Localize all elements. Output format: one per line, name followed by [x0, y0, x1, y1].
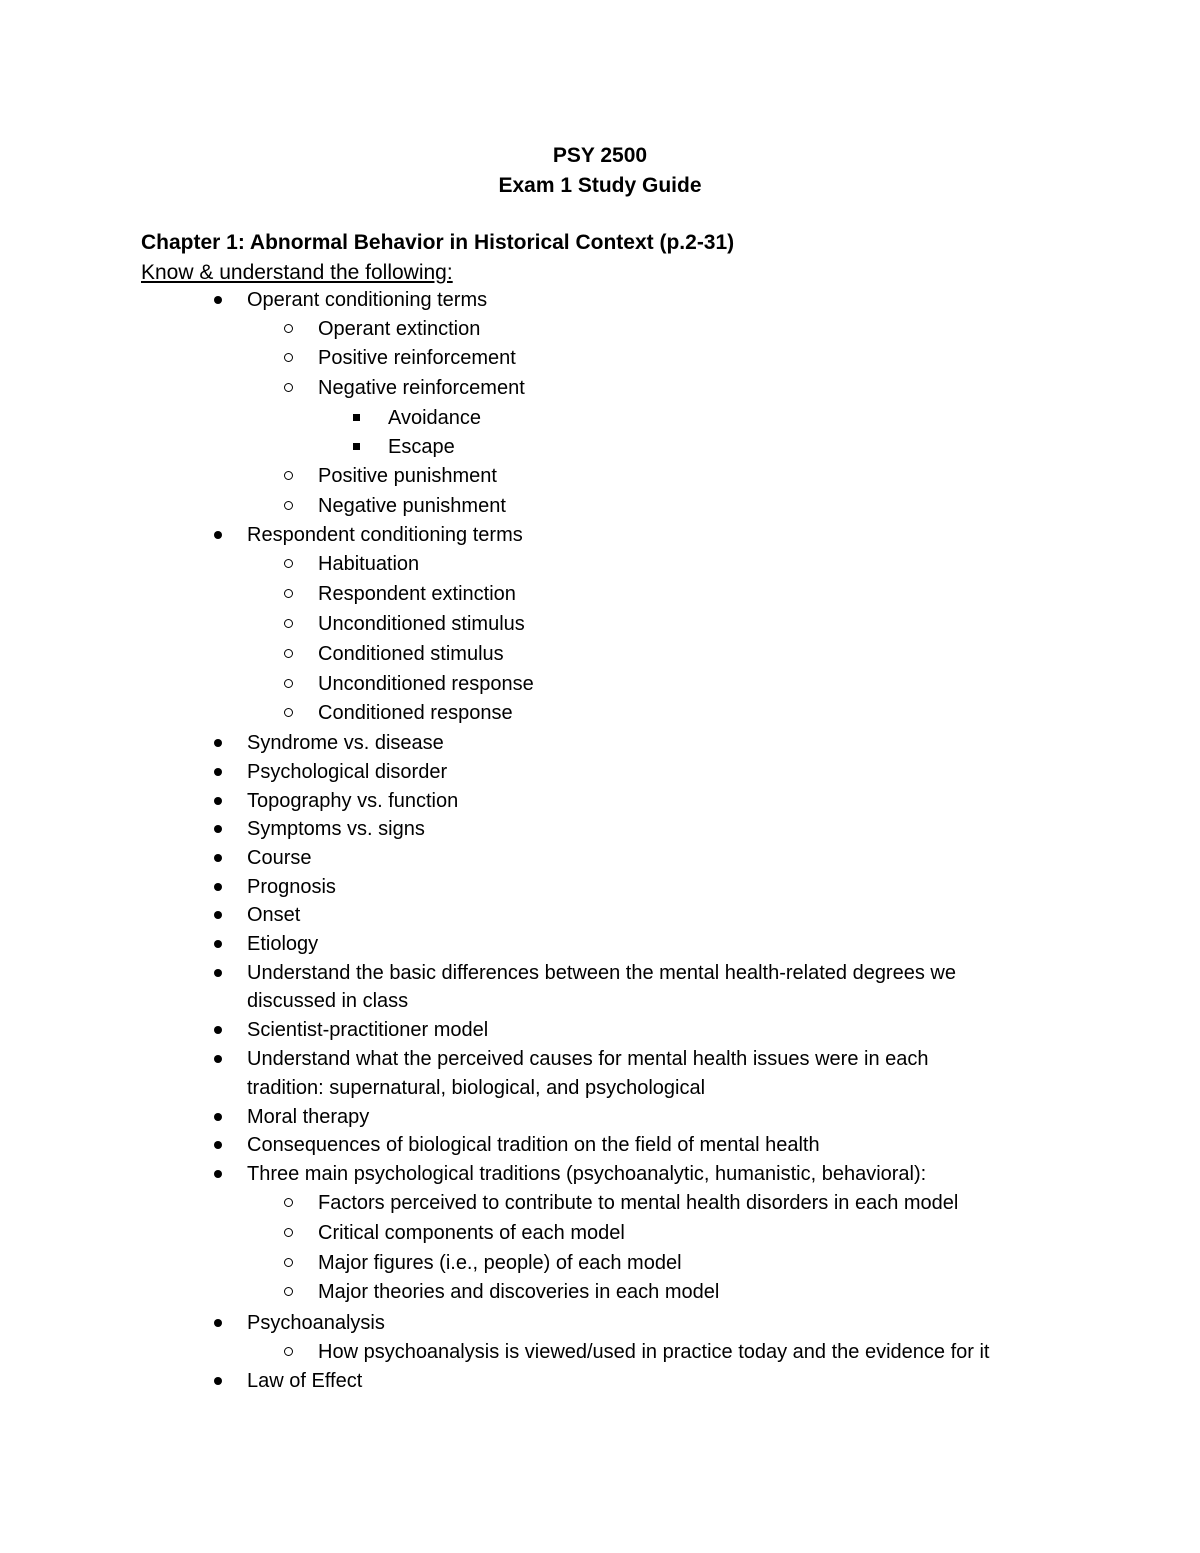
list-item	[388, 433, 455, 461]
list-item	[318, 550, 419, 578]
list-item-text: Factors perceived to contribute to mental health disorders in each model	[318, 1192, 959, 1214]
bullet-circle-icon	[284, 324, 293, 333]
list-item-text: Onset	[247, 904, 301, 926]
list-item	[318, 1189, 958, 1217]
list-item	[247, 1309, 385, 1337]
list-item	[247, 844, 311, 872]
list-item	[318, 610, 525, 638]
bullet-circle-icon	[284, 708, 293, 717]
list-item	[388, 404, 481, 432]
bullet-dot-icon	[214, 969, 222, 977]
list-item-text: Negative reinforcement	[318, 377, 525, 399]
bullet-dot-icon	[214, 531, 222, 539]
list-item-text: Unconditioned response	[318, 673, 534, 695]
list-item-text: Syndrome vs. disease	[247, 732, 444, 754]
list-item	[247, 959, 956, 987]
list-item-text: Consequences of biological tradition on the field of mental health	[247, 1134, 820, 1156]
bullet-circle-icon	[284, 471, 293, 480]
bullet-circle-icon	[284, 1287, 293, 1296]
list-item-text: Critical components of each model	[318, 1222, 625, 1244]
bullet-dot-icon	[214, 825, 222, 833]
list-item-text: Prognosis	[247, 876, 336, 898]
bullet-square-icon	[353, 443, 360, 450]
list-item	[247, 1367, 362, 1395]
bullet-dot-icon	[214, 1026, 222, 1034]
list-item-text: Law of Effect	[247, 1370, 363, 1392]
list-item	[318, 640, 504, 668]
list-item-text: Conditioned stimulus	[318, 643, 504, 665]
list-item-text: Psychological disorder	[247, 761, 448, 783]
bullet-dot-icon	[214, 1377, 222, 1385]
list-item	[318, 374, 525, 402]
list-item	[247, 1016, 488, 1044]
bullet-circle-icon	[284, 1347, 293, 1356]
list-item-text: Major theories and discoveries in each model	[318, 1281, 720, 1303]
list-item-text: Scientist-practitioner model	[247, 1019, 489, 1041]
bullet-circle-icon	[284, 353, 293, 362]
bullet-circle-icon	[284, 679, 293, 688]
bullet-circle-icon	[284, 1198, 293, 1207]
bullet-dot-icon	[214, 296, 222, 304]
bullet-circle-icon	[284, 383, 293, 392]
list-item	[247, 286, 487, 314]
list-item	[247, 930, 318, 958]
list-item	[247, 521, 523, 549]
list-item-text: Operant extinction	[318, 318, 481, 340]
bullet-dot-icon	[214, 1055, 222, 1063]
list-item-text: Escape	[388, 436, 455, 458]
list-item	[318, 670, 534, 698]
list-item	[318, 492, 506, 520]
list-item-text: Moral therapy	[247, 1106, 370, 1128]
list-item-text: Major figures (i.e., people) of each model	[318, 1252, 682, 1274]
bullet-circle-icon	[284, 1258, 293, 1267]
bullet-dot-icon	[214, 739, 222, 747]
list-item-text: Positive reinforcement	[318, 347, 516, 369]
list-item-text: Habituation	[318, 553, 420, 575]
list-item	[318, 315, 480, 343]
know-label: Know & understand the following:	[141, 261, 453, 284]
list-item	[247, 1103, 369, 1131]
bullet-dot-icon	[214, 1113, 222, 1121]
list-item-text: Three main psychological traditions (psychoanalytic, humanistic, behavioral):	[247, 1163, 927, 1185]
bullet-dot-icon	[214, 1319, 222, 1327]
list-item	[318, 1249, 682, 1277]
list-item	[318, 1219, 625, 1247]
list-item-text: tradition: supernatural, biological, and psychological	[247, 1077, 706, 1099]
list-item-continuation	[247, 1074, 705, 1102]
list-item-text: Symptoms vs. signs	[247, 818, 425, 840]
list-item-text: Understand the basic differences between the mental health-related degrees we	[247, 962, 956, 984]
list-item	[247, 1160, 926, 1188]
bullet-dot-icon	[214, 883, 222, 891]
bullet-dot-icon	[214, 1170, 222, 1178]
list-item	[247, 815, 425, 843]
list-item-text: Psychoanalysis	[247, 1312, 385, 1334]
list-item-text: discussed in class	[247, 990, 409, 1012]
bullet-dot-icon	[214, 911, 222, 919]
list-item-text: Unconditioned stimulus	[318, 613, 525, 635]
list-item-text: Negative punishment	[318, 495, 506, 517]
bullet-circle-icon	[284, 501, 293, 510]
list-item	[318, 1278, 719, 1306]
list-item	[247, 758, 447, 786]
list-item	[247, 901, 300, 929]
list-item-text: Course	[247, 847, 312, 869]
bullet-circle-icon	[284, 649, 293, 658]
list-item	[318, 699, 513, 727]
bullet-dot-icon	[214, 854, 222, 862]
list-item	[318, 344, 516, 372]
list-item-text: Operant conditioning terms	[247, 289, 488, 311]
list-item	[318, 462, 497, 490]
list-item-text: Avoidance	[388, 407, 482, 429]
list-item	[247, 1131, 820, 1159]
list-item-text: Respondent conditioning terms	[247, 524, 523, 546]
bullet-circle-icon	[284, 1228, 293, 1237]
bullet-dot-icon	[214, 797, 222, 805]
list-item	[318, 580, 516, 608]
list-item	[318, 1338, 989, 1366]
list-item	[247, 729, 444, 757]
guide-title: Exam 1 Study Guide	[498, 174, 702, 197]
bullet-dot-icon	[214, 940, 222, 948]
list-item	[247, 787, 458, 815]
list-item-text: How psychoanalysis is viewed/used in practice today and the evidence for it	[318, 1341, 990, 1363]
list-item-text: Positive punishment	[318, 465, 497, 487]
bullet-square-icon	[353, 414, 360, 421]
list-item	[247, 873, 336, 901]
bullet-dot-icon	[214, 768, 222, 776]
bullet-circle-icon	[284, 589, 293, 598]
list-item	[247, 1045, 929, 1073]
list-item-text: Respondent extinction	[318, 583, 516, 605]
list-item-text: Topography vs. function	[247, 790, 459, 812]
course-title: PSY 2500	[552, 144, 648, 167]
list-item-text: Etiology	[247, 933, 319, 955]
chapter-heading: Chapter 1: Abnormal Behavior in Historical Context (p.2-31)	[141, 231, 735, 254]
list-item-text: Conditioned response	[318, 702, 513, 724]
bullet-circle-icon	[284, 559, 293, 568]
bullet-dot-icon	[214, 1141, 222, 1149]
bullet-circle-icon	[284, 619, 293, 628]
list-item-text: Understand what the perceived causes for mental health issues were in each	[247, 1048, 929, 1070]
list-item-continuation	[247, 987, 408, 1015]
